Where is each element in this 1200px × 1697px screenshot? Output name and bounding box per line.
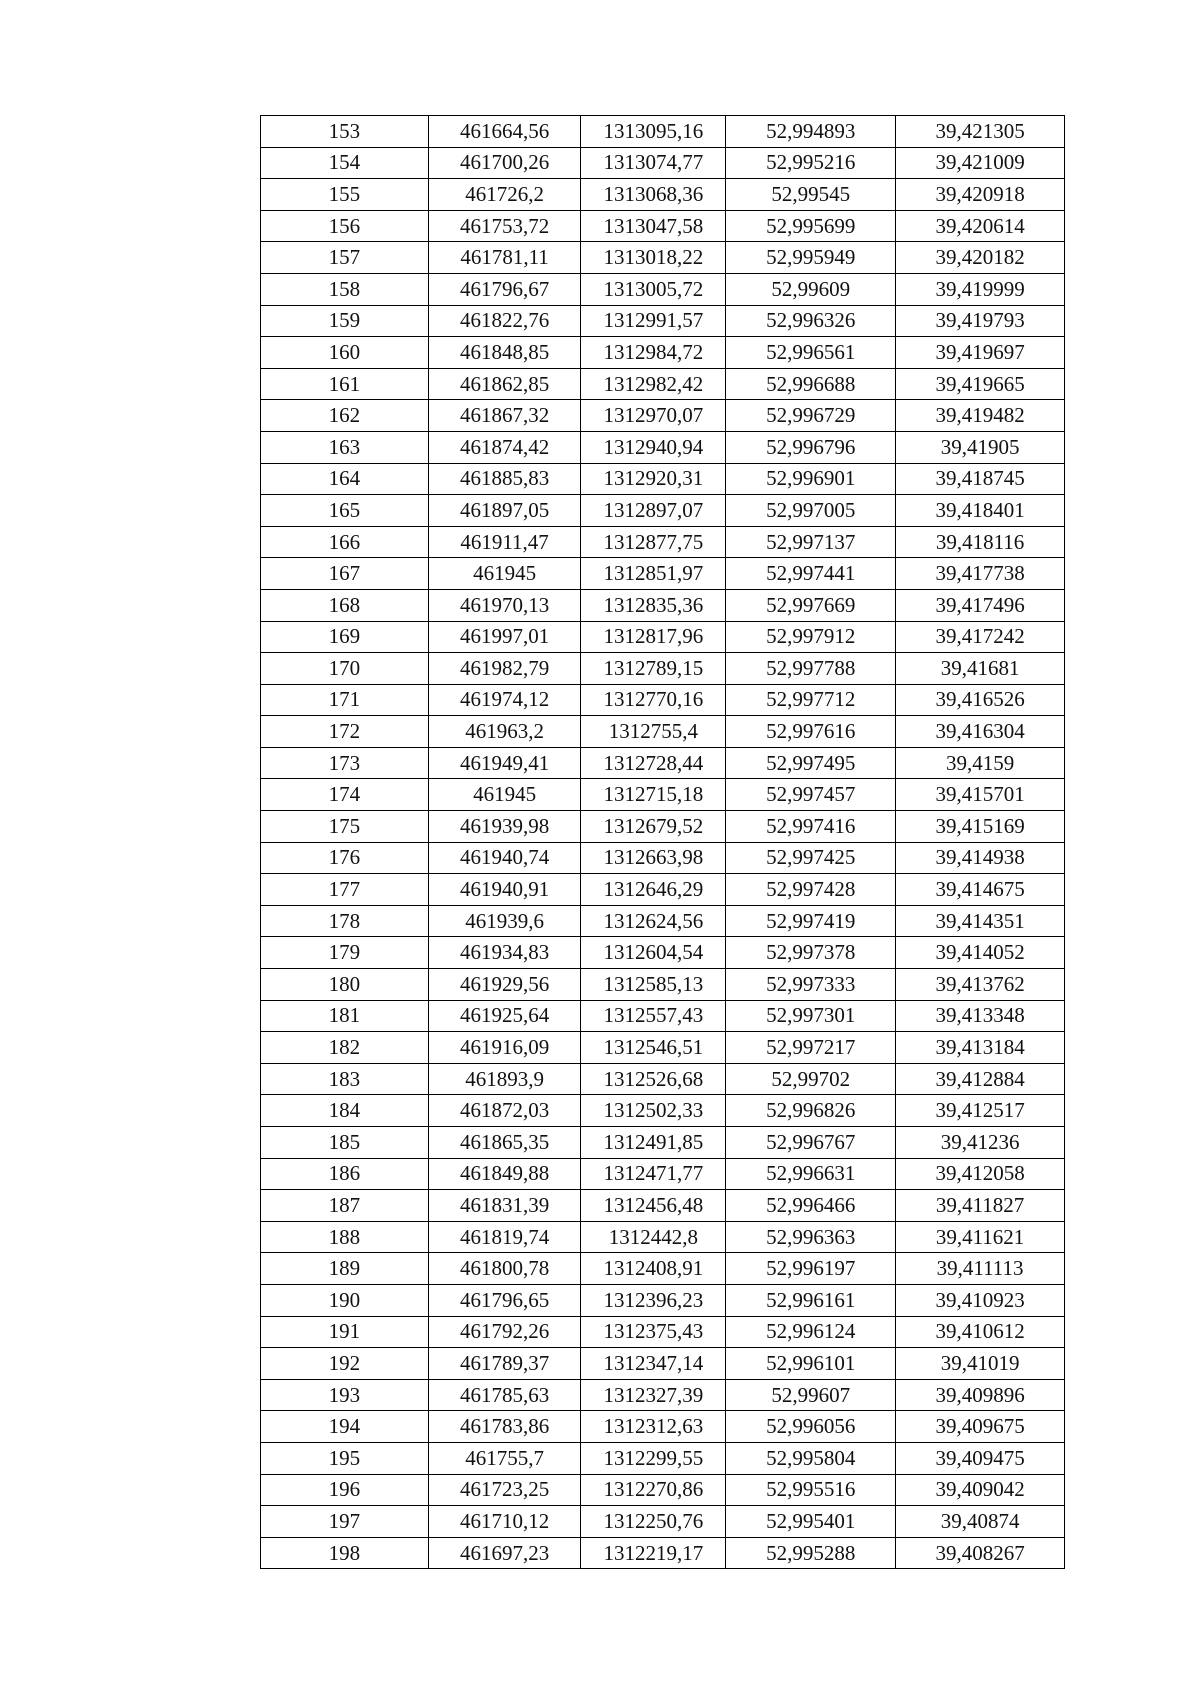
longitude-cell: 39,413184	[896, 1032, 1065, 1064]
table-row	[261, 147, 1065, 179]
table-row	[261, 1032, 1065, 1064]
table-row	[261, 905, 1065, 937]
point-number-cell: 176	[261, 842, 429, 874]
table-row	[261, 1474, 1065, 1506]
latitude-cell: 52,996631	[726, 1158, 896, 1190]
table-row	[261, 1537, 1065, 1569]
y-coordinate-cell: 1312755,4	[581, 716, 726, 748]
latitude-cell: 52,99607	[726, 1379, 896, 1411]
latitude-cell: 52,997616	[726, 716, 896, 748]
table-row	[261, 273, 1065, 305]
x-coordinate-cell: 461831,39	[428, 1190, 581, 1222]
y-coordinate-cell: 1312299,55	[581, 1442, 726, 1474]
latitude-cell: 52,997333	[726, 969, 896, 1001]
x-coordinate-cell: 461929,56	[428, 969, 581, 1001]
longitude-cell: 39,413762	[896, 969, 1065, 1001]
y-coordinate-cell: 1312491,85	[581, 1127, 726, 1159]
latitude-cell: 52,996561	[726, 337, 896, 369]
x-coordinate-cell: 461874,42	[428, 431, 581, 463]
longitude-cell: 39,415169	[896, 811, 1065, 843]
latitude-cell: 52,995401	[726, 1506, 896, 1538]
point-number-cell: 185	[261, 1127, 429, 1159]
point-number-cell: 154	[261, 147, 429, 179]
y-coordinate-cell: 1312456,48	[581, 1190, 726, 1222]
point-number-cell: 194	[261, 1411, 429, 1443]
longitude-cell: 39,417738	[896, 558, 1065, 590]
table-row	[261, 400, 1065, 432]
x-coordinate-cell: 461925,64	[428, 1000, 581, 1032]
point-number-cell: 153	[261, 116, 429, 148]
latitude-cell: 52,99609	[726, 273, 896, 305]
longitude-cell: 39,408267	[896, 1537, 1065, 1569]
table-row	[261, 1063, 1065, 1095]
y-coordinate-cell: 1312728,44	[581, 747, 726, 779]
table-row	[261, 558, 1065, 590]
y-coordinate-cell: 1312991,57	[581, 305, 726, 337]
table-row	[261, 1348, 1065, 1380]
latitude-cell: 52,996161	[726, 1284, 896, 1316]
latitude-cell: 52,997137	[726, 526, 896, 558]
longitude-cell: 39,418116	[896, 526, 1065, 558]
x-coordinate-cell: 461970,13	[428, 589, 581, 621]
coordinates-table	[260, 115, 1065, 1569]
x-coordinate-cell: 461945	[428, 779, 581, 811]
table-row	[261, 368, 1065, 400]
y-coordinate-cell: 1312940,94	[581, 431, 726, 463]
x-coordinate-cell: 461710,12	[428, 1506, 581, 1538]
x-coordinate-cell: 461785,63	[428, 1379, 581, 1411]
point-number-cell: 188	[261, 1221, 429, 1253]
x-coordinate-cell: 461893,9	[428, 1063, 581, 1095]
table-row	[261, 969, 1065, 1001]
longitude-cell: 39,409896	[896, 1379, 1065, 1411]
y-coordinate-cell: 1312396,23	[581, 1284, 726, 1316]
table-row	[261, 1506, 1065, 1538]
x-coordinate-cell: 461982,79	[428, 653, 581, 685]
latitude-cell: 52,996729	[726, 400, 896, 432]
longitude-cell: 39,416304	[896, 716, 1065, 748]
latitude-cell: 52,995699	[726, 210, 896, 242]
point-number-cell: 181	[261, 1000, 429, 1032]
longitude-cell: 39,409042	[896, 1474, 1065, 1506]
latitude-cell: 52,996688	[726, 368, 896, 400]
y-coordinate-cell: 1312526,68	[581, 1063, 726, 1095]
latitude-cell: 52,995288	[726, 1537, 896, 1569]
latitude-cell: 52,997301	[726, 1000, 896, 1032]
longitude-cell: 39,421305	[896, 116, 1065, 148]
latitude-cell: 52,996466	[726, 1190, 896, 1222]
longitude-cell: 39,421009	[896, 147, 1065, 179]
latitude-cell: 52,996363	[726, 1221, 896, 1253]
point-number-cell: 198	[261, 1537, 429, 1569]
longitude-cell: 39,411113	[896, 1253, 1065, 1285]
latitude-cell: 52,99702	[726, 1063, 896, 1095]
x-coordinate-cell: 461792,26	[428, 1316, 581, 1348]
longitude-cell: 39,41236	[896, 1127, 1065, 1159]
longitude-cell: 39,415701	[896, 779, 1065, 811]
latitude-cell: 52,997428	[726, 874, 896, 906]
table-row	[261, 1158, 1065, 1190]
x-coordinate-cell: 461726,2	[428, 179, 581, 211]
point-number-cell: 169	[261, 621, 429, 653]
table-row	[261, 621, 1065, 653]
point-number-cell: 167	[261, 558, 429, 590]
longitude-cell: 39,410923	[896, 1284, 1065, 1316]
longitude-cell: 39,417496	[896, 589, 1065, 621]
table-row	[261, 1095, 1065, 1127]
latitude-cell: 52,995516	[726, 1474, 896, 1506]
x-coordinate-cell: 461963,2	[428, 716, 581, 748]
table-row	[261, 463, 1065, 495]
y-coordinate-cell: 1313005,72	[581, 273, 726, 305]
longitude-cell: 39,417242	[896, 621, 1065, 653]
table-row	[261, 1221, 1065, 1253]
longitude-cell: 39,412058	[896, 1158, 1065, 1190]
point-number-cell: 174	[261, 779, 429, 811]
latitude-cell: 52,997441	[726, 558, 896, 590]
table-row	[261, 716, 1065, 748]
y-coordinate-cell: 1312347,14	[581, 1348, 726, 1380]
table-row	[261, 179, 1065, 211]
y-coordinate-cell: 1313068,36	[581, 179, 726, 211]
table-row	[261, 874, 1065, 906]
table-body	[261, 116, 1065, 1569]
x-coordinate-cell: 461939,6	[428, 905, 581, 937]
latitude-cell: 52,996901	[726, 463, 896, 495]
table-row	[261, 1284, 1065, 1316]
point-number-cell: 178	[261, 905, 429, 937]
longitude-cell: 39,41019	[896, 1348, 1065, 1380]
latitude-cell: 52,995216	[726, 147, 896, 179]
latitude-cell: 52,997912	[726, 621, 896, 653]
point-number-cell: 163	[261, 431, 429, 463]
point-number-cell: 164	[261, 463, 429, 495]
point-number-cell: 156	[261, 210, 429, 242]
table-row	[261, 116, 1065, 148]
point-number-cell: 182	[261, 1032, 429, 1064]
table-row	[261, 1411, 1065, 1443]
point-number-cell: 170	[261, 653, 429, 685]
table-row	[261, 210, 1065, 242]
longitude-cell: 39,420614	[896, 210, 1065, 242]
longitude-cell: 39,41905	[896, 431, 1065, 463]
x-coordinate-cell: 461945	[428, 558, 581, 590]
y-coordinate-cell: 1312250,76	[581, 1506, 726, 1538]
y-coordinate-cell: 1312375,43	[581, 1316, 726, 1348]
x-coordinate-cell: 461849,88	[428, 1158, 581, 1190]
latitude-cell: 52,997457	[726, 779, 896, 811]
x-coordinate-cell: 461974,12	[428, 684, 581, 716]
longitude-cell: 39,419793	[896, 305, 1065, 337]
point-number-cell: 193	[261, 1379, 429, 1411]
longitude-cell: 39,414052	[896, 937, 1065, 969]
table-row	[261, 526, 1065, 558]
point-number-cell: 196	[261, 1474, 429, 1506]
point-number-cell: 172	[261, 716, 429, 748]
table-row	[261, 1379, 1065, 1411]
longitude-cell: 39,414351	[896, 905, 1065, 937]
latitude-cell: 52,996326	[726, 305, 896, 337]
point-number-cell: 166	[261, 526, 429, 558]
latitude-cell: 52,997788	[726, 653, 896, 685]
point-number-cell: 183	[261, 1063, 429, 1095]
y-coordinate-cell: 1313095,16	[581, 116, 726, 148]
point-number-cell: 195	[261, 1442, 429, 1474]
y-coordinate-cell: 1312471,77	[581, 1158, 726, 1190]
point-number-cell: 158	[261, 273, 429, 305]
longitude-cell: 39,418401	[896, 495, 1065, 527]
longitude-cell: 39,41681	[896, 653, 1065, 685]
x-coordinate-cell: 461862,85	[428, 368, 581, 400]
latitude-cell: 52,996197	[726, 1253, 896, 1285]
latitude-cell: 52,994893	[726, 116, 896, 148]
y-coordinate-cell: 1312557,43	[581, 1000, 726, 1032]
point-number-cell: 165	[261, 495, 429, 527]
x-coordinate-cell: 461997,01	[428, 621, 581, 653]
longitude-cell: 39,419482	[896, 400, 1065, 432]
y-coordinate-cell: 1312663,98	[581, 842, 726, 874]
y-coordinate-cell: 1312877,75	[581, 526, 726, 558]
x-coordinate-cell: 461800,78	[428, 1253, 581, 1285]
point-number-cell: 191	[261, 1316, 429, 1348]
x-coordinate-cell: 461934,83	[428, 937, 581, 969]
x-coordinate-cell: 461867,32	[428, 400, 581, 432]
y-coordinate-cell: 1312219,17	[581, 1537, 726, 1569]
latitude-cell: 52,996101	[726, 1348, 896, 1380]
x-coordinate-cell: 461796,65	[428, 1284, 581, 1316]
y-coordinate-cell: 1312546,51	[581, 1032, 726, 1064]
point-number-cell: 187	[261, 1190, 429, 1222]
x-coordinate-cell: 461783,86	[428, 1411, 581, 1443]
y-coordinate-cell: 1312585,13	[581, 969, 726, 1001]
latitude-cell: 52,99545	[726, 179, 896, 211]
point-number-cell: 159	[261, 305, 429, 337]
point-number-cell: 161	[261, 368, 429, 400]
y-coordinate-cell: 1312897,07	[581, 495, 726, 527]
point-number-cell: 184	[261, 1095, 429, 1127]
x-coordinate-cell: 461848,85	[428, 337, 581, 369]
point-number-cell: 179	[261, 937, 429, 969]
point-number-cell: 173	[261, 747, 429, 779]
x-coordinate-cell: 461781,11	[428, 242, 581, 274]
x-coordinate-cell: 461872,03	[428, 1095, 581, 1127]
latitude-cell: 52,997217	[726, 1032, 896, 1064]
point-number-cell: 155	[261, 179, 429, 211]
x-coordinate-cell: 461940,91	[428, 874, 581, 906]
y-coordinate-cell: 1312604,54	[581, 937, 726, 969]
point-number-cell: 177	[261, 874, 429, 906]
y-coordinate-cell: 1313018,22	[581, 242, 726, 274]
y-coordinate-cell: 1312679,52	[581, 811, 726, 843]
y-coordinate-cell: 1312970,07	[581, 400, 726, 432]
point-number-cell: 190	[261, 1284, 429, 1316]
latitude-cell: 52,995949	[726, 242, 896, 274]
x-coordinate-cell: 461700,26	[428, 147, 581, 179]
table-row	[261, 337, 1065, 369]
y-coordinate-cell: 1312789,15	[581, 653, 726, 685]
x-coordinate-cell: 461664,56	[428, 116, 581, 148]
y-coordinate-cell: 1312312,63	[581, 1411, 726, 1443]
table-row	[261, 747, 1065, 779]
y-coordinate-cell: 1312770,16	[581, 684, 726, 716]
longitude-cell: 39,411827	[896, 1190, 1065, 1222]
x-coordinate-cell: 461865,35	[428, 1127, 581, 1159]
y-coordinate-cell: 1313074,77	[581, 147, 726, 179]
table-row	[261, 937, 1065, 969]
latitude-cell: 52,995804	[726, 1442, 896, 1474]
latitude-cell: 52,996124	[726, 1316, 896, 1348]
table-row	[261, 1190, 1065, 1222]
x-coordinate-cell: 461940,74	[428, 842, 581, 874]
longitude-cell: 39,419697	[896, 337, 1065, 369]
point-number-cell: 180	[261, 969, 429, 1001]
x-coordinate-cell: 461723,25	[428, 1474, 581, 1506]
latitude-cell: 52,996826	[726, 1095, 896, 1127]
longitude-cell: 39,419665	[896, 368, 1065, 400]
y-coordinate-cell: 1312442,8	[581, 1221, 726, 1253]
y-coordinate-cell: 1312920,31	[581, 463, 726, 495]
point-number-cell: 189	[261, 1253, 429, 1285]
table-row	[261, 1316, 1065, 1348]
latitude-cell: 52,997419	[726, 905, 896, 937]
table-row	[261, 589, 1065, 621]
y-coordinate-cell: 1312835,36	[581, 589, 726, 621]
longitude-cell: 39,413348	[896, 1000, 1065, 1032]
table-row	[261, 305, 1065, 337]
longitude-cell: 39,410612	[896, 1316, 1065, 1348]
table-row	[261, 1000, 1065, 1032]
x-coordinate-cell: 461697,23	[428, 1537, 581, 1569]
point-number-cell: 192	[261, 1348, 429, 1380]
longitude-cell: 39,414675	[896, 874, 1065, 906]
point-number-cell: 175	[261, 811, 429, 843]
point-number-cell: 171	[261, 684, 429, 716]
x-coordinate-cell: 461939,98	[428, 811, 581, 843]
table-row	[261, 684, 1065, 716]
latitude-cell: 52,996796	[726, 431, 896, 463]
x-coordinate-cell: 461949,41	[428, 747, 581, 779]
y-coordinate-cell: 1312851,97	[581, 558, 726, 590]
table-row	[261, 1442, 1065, 1474]
y-coordinate-cell: 1312646,29	[581, 874, 726, 906]
y-coordinate-cell: 1312817,96	[581, 621, 726, 653]
x-coordinate-cell: 461897,05	[428, 495, 581, 527]
point-number-cell: 168	[261, 589, 429, 621]
x-coordinate-cell: 461755,7	[428, 1442, 581, 1474]
table-row	[261, 779, 1065, 811]
longitude-cell: 39,420182	[896, 242, 1065, 274]
longitude-cell: 39,409675	[896, 1411, 1065, 1443]
longitude-cell: 39,4159	[896, 747, 1065, 779]
table-row	[261, 811, 1065, 843]
x-coordinate-cell: 461819,74	[428, 1221, 581, 1253]
x-coordinate-cell: 461885,83	[428, 463, 581, 495]
x-coordinate-cell: 461822,76	[428, 305, 581, 337]
y-coordinate-cell: 1312982,42	[581, 368, 726, 400]
table-row	[261, 842, 1065, 874]
latitude-cell: 52,997495	[726, 747, 896, 779]
y-coordinate-cell: 1312270,86	[581, 1474, 726, 1506]
table-row	[261, 1127, 1065, 1159]
latitude-cell: 52,997378	[726, 937, 896, 969]
table-row	[261, 1253, 1065, 1285]
longitude-cell: 39,414938	[896, 842, 1065, 874]
longitude-cell: 39,412517	[896, 1095, 1065, 1127]
x-coordinate-cell: 461916,09	[428, 1032, 581, 1064]
x-coordinate-cell: 461796,67	[428, 273, 581, 305]
latitude-cell: 52,997416	[726, 811, 896, 843]
longitude-cell: 39,419999	[896, 273, 1065, 305]
longitude-cell: 39,420918	[896, 179, 1065, 211]
x-coordinate-cell: 461753,72	[428, 210, 581, 242]
longitude-cell: 39,418745	[896, 463, 1065, 495]
longitude-cell: 39,416526	[896, 684, 1065, 716]
table-row	[261, 431, 1065, 463]
longitude-cell: 39,409475	[896, 1442, 1065, 1474]
y-coordinate-cell: 1312502,33	[581, 1095, 726, 1127]
y-coordinate-cell: 1312408,91	[581, 1253, 726, 1285]
point-number-cell: 186	[261, 1158, 429, 1190]
y-coordinate-cell: 1312327,39	[581, 1379, 726, 1411]
latitude-cell: 52,996767	[726, 1127, 896, 1159]
point-number-cell: 157	[261, 242, 429, 274]
latitude-cell: 52,996056	[726, 1411, 896, 1443]
latitude-cell: 52,997669	[726, 589, 896, 621]
y-coordinate-cell: 1313047,58	[581, 210, 726, 242]
y-coordinate-cell: 1312624,56	[581, 905, 726, 937]
table-row	[261, 495, 1065, 527]
longitude-cell: 39,412884	[896, 1063, 1065, 1095]
y-coordinate-cell: 1312984,72	[581, 337, 726, 369]
y-coordinate-cell: 1312715,18	[581, 779, 726, 811]
point-number-cell: 160	[261, 337, 429, 369]
longitude-cell: 39,411621	[896, 1221, 1065, 1253]
table-row	[261, 653, 1065, 685]
x-coordinate-cell: 461789,37	[428, 1348, 581, 1380]
latitude-cell: 52,997712	[726, 684, 896, 716]
x-coordinate-cell: 461911,47	[428, 526, 581, 558]
longitude-cell: 39,40874	[896, 1506, 1065, 1538]
latitude-cell: 52,997425	[726, 842, 896, 874]
table-row	[261, 242, 1065, 274]
point-number-cell: 162	[261, 400, 429, 432]
latitude-cell: 52,997005	[726, 495, 896, 527]
point-number-cell: 197	[261, 1506, 429, 1538]
